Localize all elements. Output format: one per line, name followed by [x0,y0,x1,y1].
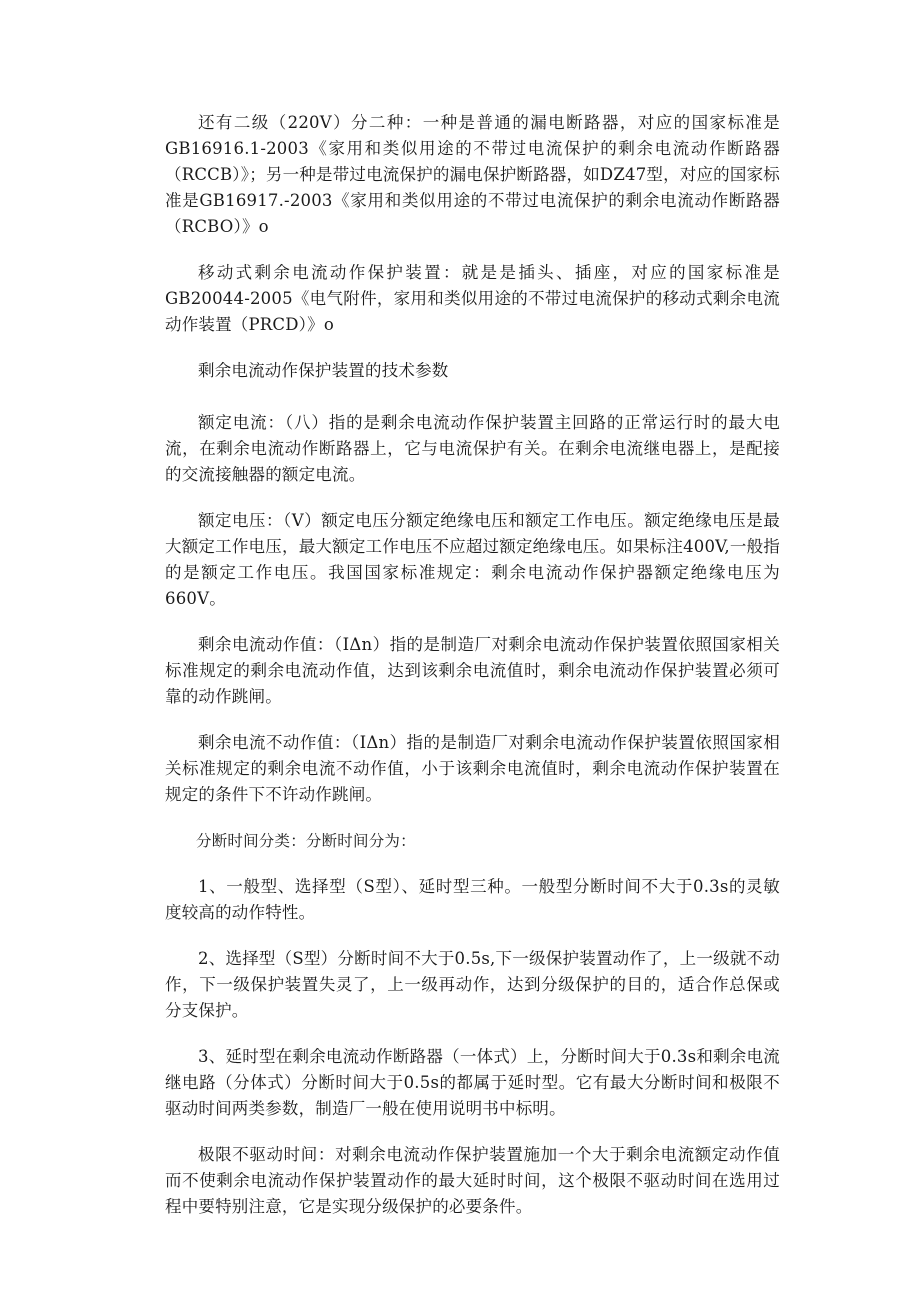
paragraph-limit-non-driving-time: 极限不驱动时间：对剩余电流动作保护装置施加一个大于剩余电流额定动作值而不使剩余电流动作保护装置动作的最大延时时间，这个极限不驱动时间在选用过程中要特别注意，它是实现分级保护的必要条件。 [165,1145,780,1216]
paragraph-portable-rcd: 移动式剩余电流动作保护装置：就是是插头、插座，对应的国家标准是GB20044-2005《电气附件，家用和类似用途的不带过电流保护的移动式剩余电流动作装置（PRCD）》o [165,263,780,334]
paragraph-break-time-classification: 分断时间分类：分断时间分为： [196,832,416,850]
paragraph-residual-non-operating-current: 剩余电流不动作值：（IΔn）指的是制造厂对剩余电流动作保护装置依照国家相关标准规定的剩余电流不动作值，小于该剩余电流值时，剩余电流动作保护装置在规定的条件下不许动作跳闸。 [165,733,780,804]
list-item-selective-type: 2、选择型（S型）分断时间不大于0.5s,下一级保护装置动作了，上一级就不动作，下一级保护装置失灵了，上一级再动作，达到分级保护的目的，适合作总保或分支保护。 [165,949,780,1020]
paragraph-residual-operating-current: 剩余电流动作值：（IΔn）指的是制造厂对剩余电流动作保护装置依照国家相关标准规定的剩余电流动作值，达到该剩余电流值时，剩余电流动作保护装置必须可靠的动作跳闸。 [165,635,780,706]
paragraph-rated-voltage: 额定电压：（V）额定电压分额定绝缘电压和额定工作电压。额定绝缘电压是最大额定工作电压，最大额定工作电压不应超过额定绝缘电压。如果标注400V,一般指的是额定工作电压。我国国家标准规定：剩余电流动作保护器额定绝缘电压为660V。 [165,511,780,608]
list-item-delay-type: 3、延时型在剩余电流动作断路器（一体式）上，分断时间大于0.3s和剩余电流继电路（分体式）分断时间大于0.5s的都属于延时型。它有最大分断时间和极限不驱动时间两类参数，制造厂一般在使用说明书中标明。 [165,1047,780,1118]
list-item-general-type: 1、一般型、选择型（S型）、延时型三种。一般型分断时间不大于0.3s的灵敏度较高的动作特性。 [165,877,780,922]
section-heading-technical-parameters: 剩余电流动作保护装置的技术参数 [198,361,449,380]
paragraph-two-level-rcd: 还有二级（220V）分二种：一种是普通的漏电断路器，对应的国家标准是GB16916.1-2003《家用和类似用途的不带过电流保护的剩余电流动作断路器（RCCB）》；另一种是带过电流保护的漏电保护断路器，如DZ47型，对应的国家标准是GB16917.-2003《家用和类似用途的不带过电流保护的剩余电流动作断路器（RCBO）》o [165,113,780,236]
paragraph-rated-current: 额定电流：（八）指的是剩余电流动作保护装置主回路的正常运行时的最大电流，在剩余电流动作断路器上，它与电流保护有关。在剩余电流继电器上，是配接的交流接触器的额定电流。 [165,413,780,484]
